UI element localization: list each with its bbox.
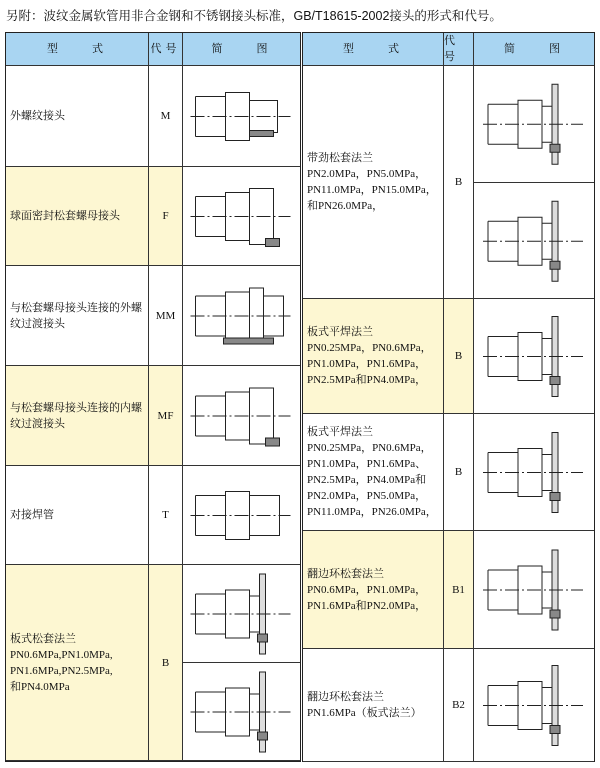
fitting-diagram — [474, 183, 592, 300]
type-label: 外螺纹接头 — [10, 110, 65, 122]
type-cell — [6, 366, 149, 466]
diagram-cell — [183, 663, 300, 761]
type-cell — [303, 531, 444, 649]
header-code: 代号 — [444, 33, 474, 66]
code-cell: B — [149, 565, 183, 761]
type-cell — [6, 466, 149, 565]
code-cell: B — [444, 414, 474, 531]
fitting-diagram — [474, 414, 592, 531]
type-label: 翻边环松套法兰 PN1.6MPa（板式法兰） — [307, 691, 422, 719]
diagram-cell — [183, 565, 300, 663]
header-diagram: 简 图 — [183, 33, 300, 66]
code-cell: B — [444, 299, 474, 414]
diagram-cell — [183, 366, 300, 466]
fitting-diagram — [183, 66, 298, 167]
code-cell: M — [149, 66, 183, 167]
fitting-diagram — [474, 66, 592, 183]
code-cell: MM — [149, 266, 183, 366]
fitting-diagram — [183, 663, 298, 761]
table-right — [302, 32, 595, 762]
diagram-cell — [183, 167, 300, 266]
type-cell — [6, 266, 149, 366]
type-label: 与松套螺母接头连接的内螺纹过渡接头 — [10, 401, 142, 430]
type-label: 球面密封松套螺母接头 — [10, 210, 120, 222]
fitting-diagram — [183, 565, 298, 663]
fitting-diagram — [183, 366, 298, 466]
type-cell — [303, 299, 444, 414]
diagram-cell — [474, 414, 594, 531]
diagram-cell — [474, 299, 594, 414]
type-label: 与松套螺母接头连接的外螺纹过渡接头 — [10, 301, 142, 330]
table-left — [5, 32, 301, 762]
diagram-cell — [474, 649, 594, 762]
code-cell: T — [149, 466, 183, 565]
code-cell: B2 — [444, 649, 474, 762]
header-diagram: 简 图 — [474, 33, 594, 66]
fitting-diagram — [183, 266, 298, 366]
header-code: 代号 — [149, 33, 183, 66]
diagram-cell — [474, 531, 594, 649]
fitting-diagram — [474, 299, 592, 414]
header-type: 型 式 — [303, 33, 444, 66]
header-type: 型 式 — [6, 33, 149, 66]
page-title: 另附：波纹金属软管用非合金钢和不锈钢接头标准，GB/T18615-2002接头的形式和代号。 — [6, 9, 502, 23]
diagram-cell — [474, 66, 594, 183]
fitting-diagram — [474, 649, 592, 762]
code-cell: B1 — [444, 531, 474, 649]
type-label: 板式平焊法兰 PN0.25MPa，PN0.6MPa， PN1.0MPa，PN1.6MPa， PN2.5MPa和PN4.0MPa， — [307, 326, 432, 386]
diagram-cell — [183, 66, 300, 167]
type-cell — [6, 167, 149, 266]
code-cell: B — [444, 66, 474, 299]
type-label: 翻边环松套法兰 PN0.6MPa，PN1.0MPa， PN1.6MPa和PN2.0MPa， — [307, 567, 427, 612]
diagram-cell — [183, 466, 300, 565]
type-label: 对接焊管 — [10, 509, 54, 521]
type-cell — [6, 66, 149, 167]
diagram-cell — [183, 266, 300, 366]
fitting-diagram — [474, 531, 592, 649]
type-cell — [6, 565, 149, 761]
type-cell — [303, 414, 444, 531]
type-label: 板式松套法兰 PN0.6MPa,PN1.0MPa, PN1.6MPa,PN2.5MPa, 和PN4.0MPa — [10, 632, 113, 693]
diagram-cell — [474, 183, 594, 300]
type-cell — [303, 649, 444, 762]
code-cell: MF — [149, 366, 183, 466]
fitting-diagram — [183, 167, 298, 266]
type-label: 带劲松套法兰 PN2.0MPa，PN5.0MPa， PN11.0MPa，PN15.0MPa， 和PN26.0MPa， — [307, 152, 437, 212]
type-label: 板式平焊法兰 PN0.25MPa，PN0.6MPa， PN1.0MPa，PN1.6MPa、 PN2.5MPa，PN4.0MPa和 PN2.0MPa，PN5.0MPa， PN11.0MPa，PN26.0MPa， — [307, 426, 437, 518]
code-cell: F — [149, 167, 183, 266]
fitting-diagram — [183, 466, 298, 565]
type-cell — [303, 66, 444, 299]
